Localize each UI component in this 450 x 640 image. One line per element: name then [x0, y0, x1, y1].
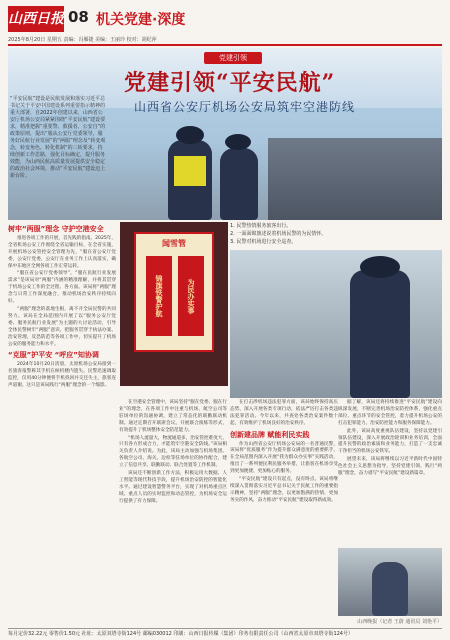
paragraph: “两服”理念的落地生根，离不开全局民警的共同努力。该局在全局范围内开展了以“服务公安厅党委、服务民航行业发展”为主题的大讨论活动，引导全体民警树牢“两服”意识，把服务贯穿于执法办案、治安管理、反恐防范等各项工作中，切实提升了机场公安的服务能力和水平。 — [8, 306, 116, 347]
paragraph: 在打击涉机场违法犯罪方面，该局始终保持高压态势，深入开展各类专项行动，依法严厉打击各类违法犯罪活动。今年以来，共查处各类治安案件数十起，有效维护了机场良好的治安秩序。 — [230, 400, 338, 426]
sign-title: 闻雪管 — [162, 239, 186, 248]
pennant-left: 锦旗铁警护航 — [146, 256, 172, 336]
topic-tag: 党建引领 — [204, 52, 262, 64]
police-cap — [360, 256, 400, 278]
paragraph: 推进各项工作的开展，首先践的指南。2025年，全省机场公安工作围绕全省运输目标，在全省实施，开展机场公安管控安全管理为先，“服在省公安厅党委，公安厅党委，公安厅在业务工作上认真落实，确保中东地区全网各项工作正常运转。 — [8, 235, 116, 269]
section-heading: “克服”护平安 “呼应”知协调 — [8, 351, 99, 360]
page-subhead: 山西省公安厅机场公安局筑牢空港防线 — [134, 100, 356, 114]
sign-board — [134, 232, 214, 352]
issue-line: 2025年8月20日 星期五 责编：冯雁捷 美编：王丽玲 校对：胡纪萍 — [8, 37, 157, 43]
newspaper-logo: 山西日报 — [8, 6, 64, 32]
photo-captions — [230, 222, 338, 246]
page-number: 08 — [68, 8, 89, 26]
paragraph: 作为山西省公安厅机场公安局的一名普通民警，该局将“优质服务”作为提升群众满意度的重要抓手，在全局范围内深入开展“我为群众办实事”实践活动，推出了一系列便民利民服务举措，让旅客在机场享受到更加便捷、更加贴心的服务。 — [230, 441, 338, 475]
paragraph: “服在省公安厅党委领导”，“服在民航行业发展需求”是该局对“两服”内涵的精准理解，并将其贯穿于机场公安工作的全过程、各方面。该局将“两服”理念与日常工作深度融合，推动机场治安秩序持续向好。 — [8, 271, 116, 305]
paragraph: 2024年10月20日清晨，太原机场公安局接到一名旅客报警称其手机在候机楼内遗失。民警迅速调取监控，仅用40分钟便将手机找回并交还失主，旅客连声道谢。这只是该局践行“两服”理念的一个缩影。 — [8, 362, 116, 389]
paragraph: 展望未来，该局将继续以习近平新时代中国特色社会主义思想为指导，坚持党建引领，践行“两服”理念，奋力谱写“平安民航”建设新篇章。 — [338, 457, 442, 477]
caption-line: 1. 民警热情服务旅客出行。 — [230, 223, 292, 229]
lead-paragraph: “平安民航”建设是民航发展和落实习近平总书记关于平安中国建设系列重要指示精神的重大部署，自2022年创建以来，山西省公安厅机场公安局紧紧围绕“平安民航”建设要求，精准把握“重要警、救援者、公安自”的政策原则，提出“服从公安厅党委领导，服务好民航行业发展”的“两服”理念及“转变观念，转变角色，转化机制”的三转要求，持续创新工作思路，强化目标确定，提升服务效能，为山西民航高质量发展提供安全稳定的政治社会环境，推动“平安民航”建设迈上新台阶。 — [10, 96, 106, 179]
paragraph: “机场人流量大，物流通道多，治安管控难度大，只有各方形成合力，才能筑牢空港安全防线。”该局相关负责人介绍说。为此，该局主动加强与机场集团、各航空公司、海关、边检等驻场单位的协作配合，建立了信息共享、联勤联动、联合处置等工作机制。 — [119, 435, 227, 469]
police-cap — [225, 134, 251, 150]
header-rule — [8, 44, 442, 46]
masthead — [8, 6, 442, 36]
patrol-photo — [230, 250, 442, 398]
reflective-vest — [174, 156, 206, 186]
paragraph: “平安民航”建设只有起点，没有终点。该局将继续深入贯彻落实习近平总书记关于民航工作的重要指示精神，坚持“两服”理念，以更加饱满的热情、更加务实的作风，奋力推动“平安民航”建设取得新成效。 — [230, 477, 338, 503]
officer-figure — [220, 148, 258, 220]
pennant-right: 为民办实事 — [178, 256, 204, 336]
paragraph: 在空港安全管理中，该局坚持“服在党委、服在行业”的理念，在各项工作中注重与机场、航空公司等驻场单位的沟通协调，建立了常态化的联勤联动机制。通过定期召开联席会议、开展联合演练等形式，有效提升了机场整体安全防范能力。 — [119, 400, 227, 433]
paragraph: 此外，该局高度重视队伍建设，坚持以党建引领队伍建设，深入开展政治轮训和业务培训，全面提升民警的政治素质和业务能力，打造了一支忠诚干净担当的机场公安铁军。 — [338, 428, 442, 455]
section-title: 机关党建·深度 — [96, 12, 186, 28]
police-cap — [176, 126, 204, 144]
section-heading: 创新建品牌 赋能利民实践 — [230, 430, 310, 439]
text-column-4 — [338, 400, 442, 479]
caption-line: 2. 一面面锦旗述说着机场民警的为民情怀。 — [230, 231, 327, 237]
byline: 山西晚报（记者 王蔚 通讯员 刘艳平） — [357, 619, 442, 625]
paragraph: 据了解，该局还将持续推进“平安民航”建设向纵深发展，不断完善机场治安防控体系，强化重点部位、重点环节的安全管控，着力提升机场公安的打击犯罪能力、治安防控能力和服务保障能力。 — [338, 400, 442, 426]
text-column-1 — [8, 222, 116, 391]
paragraph: 该局还不断创新工作方法，积极运用大数据、人工智能等现代科技手段，提升机场治安防控的智能化水平。通过建设智慧警务平台，实现了对机场重点区域、重点人员的实时监控和动态管控，为机场安全运行提供了有力保障。 — [119, 471, 227, 504]
section-heading: 树牢“两服”理念 守护空港安全 — [8, 225, 104, 233]
passenger-crowd — [268, 138, 442, 220]
pennant-photo — [120, 222, 228, 386]
officer-figure — [350, 270, 410, 398]
text-column-3 — [230, 400, 338, 506]
footer: 每月定价32.22元 零售价1.50元 社址：太原双塔寺街124号 邮编030012 印刷：山西日报传媒（集团）印务有限责任公司（山西省太原市双塔寺街124号） — [8, 628, 442, 638]
service-photo — [338, 548, 442, 616]
officer-figure — [372, 562, 408, 616]
text-column-2 — [119, 400, 227, 507]
page-headline: 党建引领“平安民航” — [124, 70, 336, 96]
caption-line: 3. 民警对机场进行安全巡查。 — [230, 239, 297, 245]
